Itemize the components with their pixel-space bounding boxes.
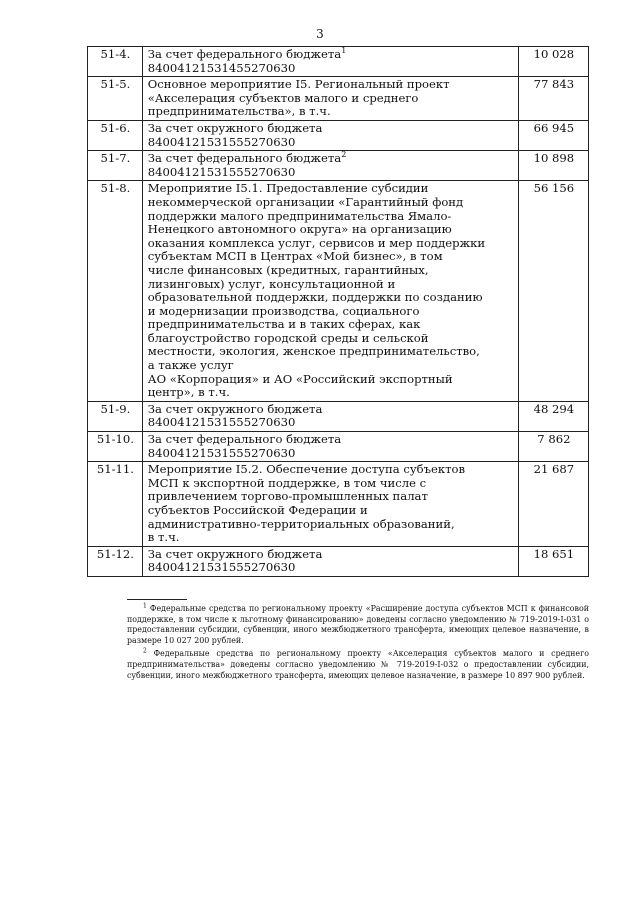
description-text: За счет окружного бюджета xyxy=(147,546,323,561)
description-text: За счет федерального бюджета xyxy=(147,151,342,166)
row-description xyxy=(142,120,518,150)
description-text: За счет федерального бюджета xyxy=(147,432,342,447)
row-number: 51-10. xyxy=(88,432,143,462)
row-amount: 56 156 xyxy=(518,181,588,402)
row-number: 51-4. xyxy=(88,47,143,77)
row-number: 51-11. xyxy=(88,462,143,547)
table-row xyxy=(88,546,589,576)
table-row xyxy=(88,151,589,181)
row-number: 51-5. xyxy=(88,77,143,121)
footnote xyxy=(127,604,589,646)
row-amount: 10 898 xyxy=(518,151,588,181)
table-row xyxy=(88,462,589,547)
description-text: Основное мероприятие I5. Региональный проект «Акселерация субъектов малого и среднего предпринимательства», в т.ч. xyxy=(147,77,450,119)
budget-code: 84004121531555270630 xyxy=(147,445,296,460)
footnote xyxy=(127,649,589,681)
table-row xyxy=(88,432,589,462)
row-description xyxy=(142,47,518,77)
row-amount: 7 862 xyxy=(518,432,588,462)
description-text: Мероприятие I5.1. Предоставление субсидии некоммерческой организации «Гарантийный фонд поддержки малого предпринимательства Ямало- Ненецкого автономного округа» на организацию оказания комплекса услуг, сервисов и мер поддержки субъектам МСП в Центрах «Мой бизнес», в том числе финансовых (кредитных, гарантийных, лизинговых) услуг, консультационной и образовательной поддержки, поддержки по созданию и модернизации производства, социального предпринимательства и в таких сферах, как благоустройство городской среды и сельской местности, экология, женское предпринимательство, а также услуг АО «Корпорация» и АО «Российский экспортный центр», в т.ч. xyxy=(147,181,486,400)
row-description xyxy=(142,181,518,402)
row-amount: 48 294 xyxy=(518,401,588,431)
row-number: 51-7. xyxy=(88,151,143,181)
row-description xyxy=(142,546,518,576)
budget-code: 84004121531555270630 xyxy=(147,164,296,179)
description-text: За счет окружного бюджета xyxy=(147,401,323,416)
footnote-mark: 2 xyxy=(143,647,147,655)
footnote-text: Федеральные средства по региональному проекту «Расширение доступа субъектов МСП к финансовой поддержке, в том числе к льготному финансированию» доведены согласно уведомлению № 719-2019-I-031 о предоставлении субсидии, субвенции, иного межбюджетного трансферта, имеющих целевое назначение, в размере 10 027 200 рублей. xyxy=(127,604,589,645)
table-row xyxy=(88,47,589,77)
row-amount: 18 651 xyxy=(518,546,588,576)
row-number: 51-6. xyxy=(88,120,143,150)
budget-table-body xyxy=(88,47,589,577)
footnote-divider xyxy=(127,599,187,600)
footnote-mark: 1 xyxy=(143,602,147,610)
row-description xyxy=(142,432,518,462)
row-description xyxy=(142,151,518,181)
description-text: Мероприятие I5.2. Обеспечение доступа субъектов МСП к экспортной поддержке, в том числе с привлечением торгово-промышленных палат субъектов Российской Федерации и административно-территориальных образований, в т.ч. xyxy=(147,462,466,545)
footnote-text: Федеральные средства по региональному проекту «Акселерация субъектов малого и среднего предпринимательства» доведены согласно уведомлению № 719-2019-I-032 о предоставлении субсидии, субвенции, иного межбюджетного трансферта, имеющих целевое назначение, в размере 10 897 900 рублей. xyxy=(127,649,589,680)
footnote-reference: 1 xyxy=(341,46,347,56)
row-amount: 10 028 xyxy=(518,47,588,77)
row-description xyxy=(142,77,518,121)
row-description xyxy=(142,462,518,547)
budget-table xyxy=(87,46,589,577)
row-description xyxy=(142,401,518,431)
page-number: 3 xyxy=(316,27,324,41)
table-row xyxy=(88,120,589,150)
table-row xyxy=(88,77,589,121)
row-amount: 66 945 xyxy=(518,120,588,150)
table-row xyxy=(88,181,589,402)
row-number: 51-12. xyxy=(88,546,143,576)
budget-code: 84004121531555270630 xyxy=(147,134,296,149)
row-amount: 21 687 xyxy=(518,462,588,547)
budget-code: 84004121531555270630 xyxy=(147,415,296,430)
footnotes xyxy=(127,604,589,684)
budget-code: 84004121531555270630 xyxy=(147,560,296,575)
description-text: За счет федерального бюджета xyxy=(147,47,342,61)
row-number: 51-8. xyxy=(88,181,143,402)
table-row xyxy=(88,401,589,431)
row-amount: 77 843 xyxy=(518,77,588,121)
budget-code: 84004121531455270630 xyxy=(147,60,296,75)
row-number: 51-9. xyxy=(88,401,143,431)
footnote-reference: 2 xyxy=(341,150,347,160)
description-text: За счет окружного бюджета xyxy=(147,120,323,135)
